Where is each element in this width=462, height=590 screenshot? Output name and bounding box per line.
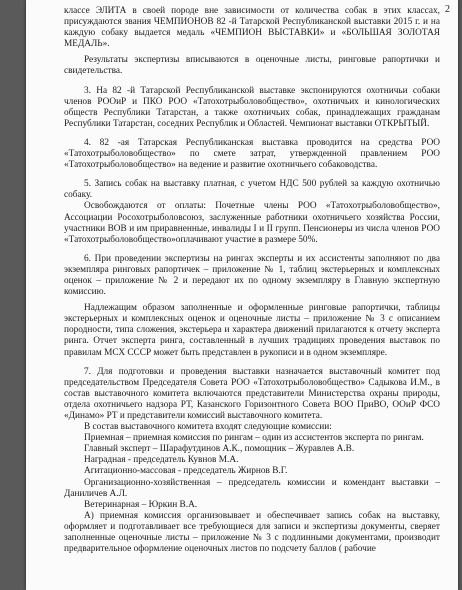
- document-page: [26, 0, 458, 590]
- paragraph: Наградная - председатель Кувнов М.А.: [84, 455, 239, 466]
- paragraph: Приемная – приемная комиссия по рингам – один из ассистентов эксперта по рингам.: [84, 433, 424, 444]
- paragraph: 3. На 82 -й Татарской Республиканской выставке экспонируются охотничьи собаки членов РООиР и ПКО РОО «Татохотрыболовобщество», охотничьих и кинологических обществ Республики Татарстан, а также охотничьих собак, принадлежащих гражданам Республики Татарстан, соседних Республик и Областей. Чемпионат выставки ОТКРЫТЫЙ.: [64, 85, 440, 129]
- paragraph: Агитационно-массовая - председатель Жирнов В.Г.: [84, 466, 288, 477]
- paragraph: 4. 82 -ая Татарская Республиканская выставка проводится на средства РОО «Татохотрыболовобщество» по смете затрат, утвержденной правлением РОО «Татохотрыболовобщество» на ведение и развитие охотничьего собаководства.: [64, 137, 440, 171]
- page-number: 2: [445, 4, 450, 15]
- paragraph: Главный эксперт – Шарафутдинов А.К., помощник – Журавлев А.В.: [84, 444, 355, 455]
- paragraph: Ветеринарная – Юркин В.А.: [84, 499, 198, 510]
- paragraph: Результаты экспертизы вписываются в оценочные листы, ринговые рапортички и свидетельства.: [64, 55, 440, 77]
- paragraph: 6. При проведении экспертизы на рингах эксперты и их ассистенты заполняют по два экземпляра ринговых рапортичек – приложение № 1, таблиц экстерьерных и комплексных оценок – приложение № 2 и передают их по одному экземпляру в Главную экспертную комиссию.: [64, 253, 440, 298]
- paragraph: 5. Запись собак на выставку платная, с учетом НДС 500 рублей за каждую охотничью собаку.: [64, 179, 440, 201]
- paragraph: Организационно-хозяйственная – председатель комиссии и комендант выставки – Даниличев А.Л.: [64, 477, 440, 499]
- paragraph: классе ЭЛИТА в своей породе вне зависимости от количества собак в этих классах, присуждаются звания ЧЕМПИОНОВ 82 -й Татарской Республиканской выставки 2015 г. и на каждую собаку выдается медаль «ЧЕМПИОН ВЫСТАВКИ» и «БОЛЬШАЯ ЗОЛОТАЯ МЕДАЛЬ».: [64, 6, 440, 50]
- paragraph: Освобождаются от оплаты: Почетные члены РОО «Татохотрыболовобщество», Ассоциации Росохотрыболовсоюз, заслуженные работники охотничьего хозяйства России, участники ВОВ и им приравненные, инвалиды I и II групп. Пенсионеры из числа членов РОО «Татохотрыболовобщество»оплачивают участие в размере 50%.: [64, 201, 440, 245]
- paragraph: А) приемная комиссия организовывает и обеспечивает запись собак на выставку, оформляет и подготавливает все требующиеся для записи и экспертизы документы, сверяет заполненные оценочные листы – приложение № 3 с подлинными документами, производит предварительное оформление оценочных листов по подсчету баллов ( рабочие: [64, 510, 440, 555]
- paragraph: В состав выставочного комитета входят следующие комиссии:: [84, 422, 332, 433]
- document-body: [64, 6, 440, 555]
- paragraph: 7. Для подготовки и проведения выставки назначается выставочный комитет под председательством Председателя Совета РОО «Татохотрыболовобщество» Садыкова И.М., в состав выставочного комитета включаются представители Министерства охраны природы, отдела охотничьего надзора РТ, Казанского Горизонтного Совета ВОО ПриВО, ООиР ФСО «Динамо» РТ и представители комиссий выставочного комитета.: [64, 366, 440, 421]
- paragraph: Надлежащим образом заполненные и оформленные ринговые рапортички, таблицы экстерьерных и комплексных оценок и оценочные листы – приложение № 3 с описанием породности, типа сложения, экстерьера и характера движений прилагаются к отчету эксперта ринга. Отчет эксперта ринга, составленный в лучших традициях проведения выставок по правилам МСХ СССР может быть представлен в рукописи и в одном экземпляре.: [64, 303, 440, 358]
